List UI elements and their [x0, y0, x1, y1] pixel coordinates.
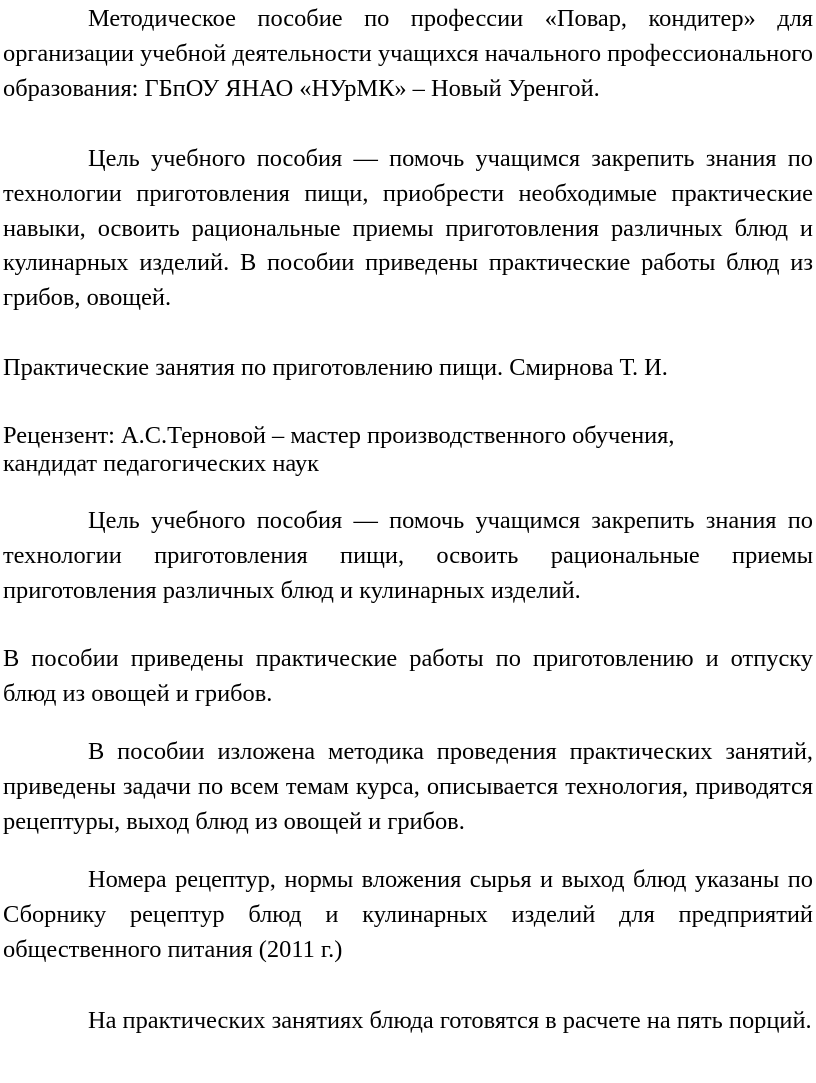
methodology-paragraph: В пособии изложена методика проведения практических занятий, приведены задачи по всем темам курса, описывается технология, приводятся рецептуры, выход блюд из овощей и грибов.: [3, 738, 813, 835]
author-line: Практические занятия по приготовлению пищи. Смирнова Т. И.: [3, 354, 668, 381]
reviewer-paragraph: Рецензент: А.С.Терновой – мастер производственного обучения, кандидат педагогических наук: [3, 422, 675, 477]
portions-paragraph: На практических занятиях блюда готовятся в расчете на пять порций.: [88, 1007, 812, 1034]
purpose-paragraph-repeat: Цель учебного пособия — помочь учащимся закрепить знания по технологии приготовления пищи, освоить рациональные приемы приготовления различных блюд и кулинарных изделий.: [3, 507, 813, 604]
contents-paragraph: В пособии приведены практические работы по приготовлению и отпуску блюд из овощей и грибов.: [3, 645, 813, 707]
recipes-paragraph: Номера рецептур, нормы вложения сырья и выход блюд указаны по Сборнику рецептур блюд и кулинарных изделий для предприятий общественного питания (2011 г.): [3, 866, 813, 963]
intro-paragraph: Методическое пособие по профессии «Повар, кондитер» для организации учебной деятельности учащихся начального профессионального образования: ГБпОУ ЯНАО «НУрМК» – Новый Уренгой.: [3, 5, 813, 102]
purpose-paragraph: Цель учебного пособия — помочь учащимся закрепить знания по технологии приготовления пищи, приобрести необходимые практические навыки, освоить рациональные приемы приготовления различных блюд и кулинарных изделий. В пособии приведены практические работы блюд из грибов, овощей.: [3, 145, 813, 312]
